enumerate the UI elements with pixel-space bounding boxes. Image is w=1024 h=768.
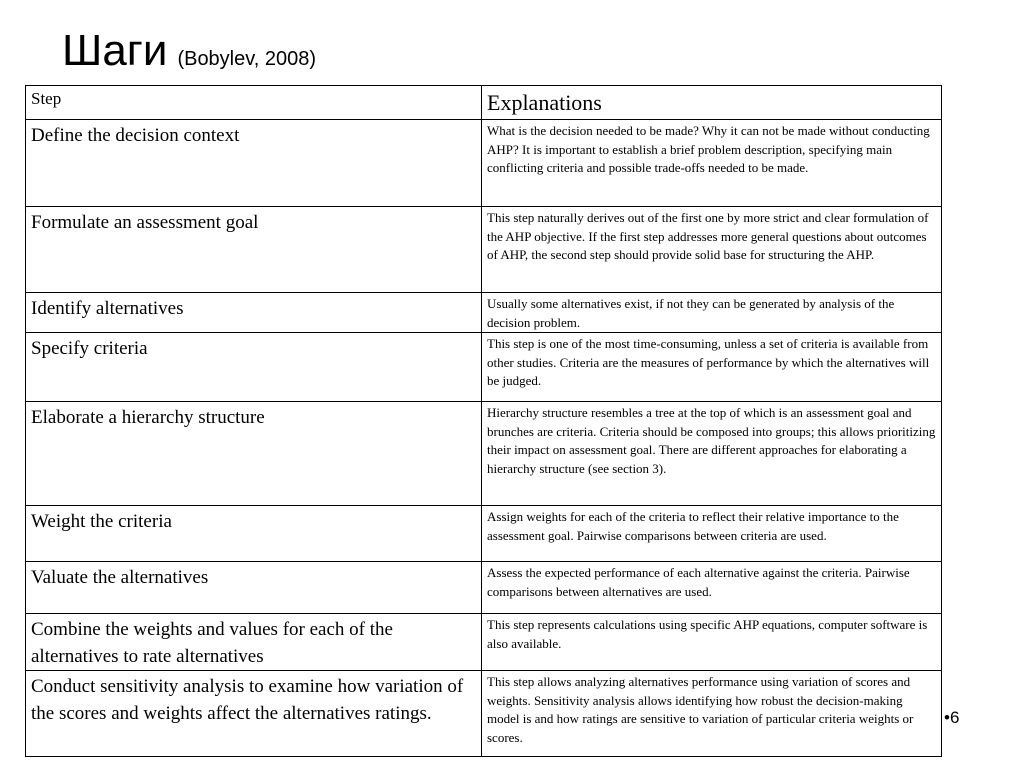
table-row bbox=[26, 402, 942, 506]
explanation-cell: This step naturally derives out of the first one by more strict and clear formulation of the AHP objective. If the first step addresses more general questions about outcomes of AHP, the second step should provide solid base for structuring the AHP. bbox=[482, 207, 942, 293]
table-header-row bbox=[26, 86, 942, 120]
title-main: Шаги bbox=[62, 26, 168, 75]
title-citation: (Bobylev, 2008) bbox=[177, 48, 317, 70]
step-cell: Conduct sensitivity analysis to examine how variation of the scores and weights affect the alternatives ratings. bbox=[26, 671, 482, 757]
table-row bbox=[26, 293, 942, 333]
explanation-cell: Assess the expected performance of each alternative against the criteria. Pairwise comparisons between alternatives are used. bbox=[482, 562, 942, 614]
explanation-cell: Assign weights for each of the criteria to reflect their relative importance to the assessment goal. Pairwise comparisons between criteria are used. bbox=[482, 506, 942, 562]
table-row bbox=[26, 671, 942, 757]
table-row bbox=[26, 120, 942, 207]
table-row bbox=[26, 207, 942, 293]
step-cell: Elaborate a hierarchy structure bbox=[26, 402, 482, 506]
table-row bbox=[26, 506, 942, 562]
table-row bbox=[26, 562, 942, 614]
step-cell: Combine the weights and values for each of the alternatives to rate alternatives bbox=[26, 614, 482, 671]
page-number: •6 bbox=[944, 708, 960, 727]
steps-table bbox=[25, 85, 942, 757]
explanation-cell: This step is one of the most time-consuming, unless a set of criteria is available from other studies. Criteria are the measures of performance by which the alternatives will be judged. bbox=[482, 333, 942, 402]
step-cell: Formulate an assessment goal bbox=[26, 207, 482, 293]
header-step: Step bbox=[26, 86, 482, 120]
explanation-cell: This step represents calculations using specific AHP equations, computer software is also available. bbox=[482, 614, 942, 671]
step-cell: Specify criteria bbox=[26, 333, 482, 402]
explanation-cell: This step allows analyzing alternatives performance using variation of scores and weights. Sensitivity analysis allows identifying how robust the decision-making model is and how ratings are sensitive to variation of particular criteria weights or scores. bbox=[482, 671, 942, 757]
step-cell: Valuate the alternatives bbox=[26, 562, 482, 614]
table-row bbox=[26, 614, 942, 671]
step-cell: Weight the criteria bbox=[26, 506, 482, 562]
slide-title bbox=[62, 26, 316, 76]
step-cell: Identify alternatives bbox=[26, 293, 482, 333]
step-cell: Define the decision context bbox=[26, 120, 482, 207]
explanation-cell: What is the decision needed to be made? Why it can not be made without conducting AHP? It is important to establish a brief problem description, specifying main conflicting criteria and possible trade-offs needed to be made. bbox=[482, 120, 942, 207]
header-explanations: Explanations bbox=[482, 86, 942, 120]
explanation-cell: Usually some alternatives exist, if not they can be generated by analysis of the decision problem. bbox=[482, 293, 942, 333]
explanation-cell: Hierarchy structure resembles a tree at the top of which is an assessment goal and brunches are criteria. Criteria should be composed into groups; this allows prioritizing their impact on assessment goal. There are different approaches for elaborating a hierarchy structure (see section 3). bbox=[482, 402, 942, 506]
table-row bbox=[26, 333, 942, 402]
